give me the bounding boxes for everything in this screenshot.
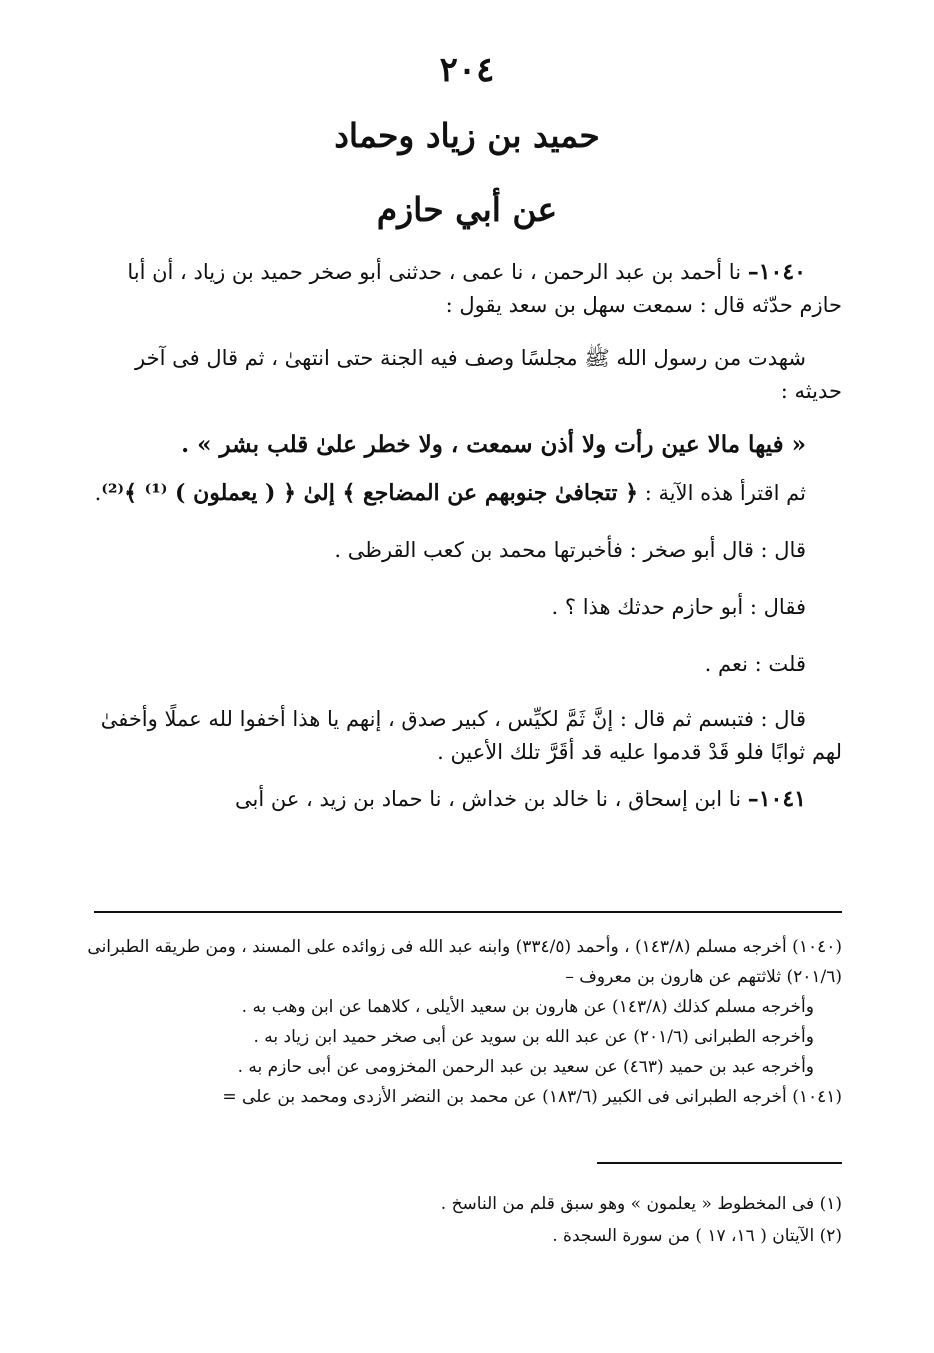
footnote-divider-short — [597, 1162, 842, 1164]
hadith-number: ١٠٤٠– — [747, 259, 806, 285]
footnote-divider — [94, 911, 842, 913]
page-number: ٢٠٤ — [439, 50, 495, 90]
footnote: (٢) الآيتان ( ١٦، ١٧ ) من سورة السجدة . — [552, 1226, 842, 1246]
takhrij-note: وأخرجه الطبرانى (٢٠١/٦) عن عبد الله بن سويد عن أبى صخر حميد ابن زياد به . — [253, 1027, 814, 1047]
isnad-text: نا أحمد بن عبد الرحمن ، نا عمى ، حدثنى أبو صخر حميد بن زياد ، أن أبا حازم حدّثه قال : سمعت سهل بن سعد يقول : — [127, 260, 842, 317]
quran-verse: ﴿ تتجافىٰ جنوبهم عن المضاجع ﴾ إلىٰ ﴿ ( يعملون ) ⁽¹⁾ ﴾⁽²⁾ — [101, 480, 639, 506]
hadith-number: ١٠٤١– — [747, 786, 806, 812]
verse-suffix: . — [94, 481, 102, 505]
takhrij-note: وأخرجه مسلم كذلك (١٤٣/٨) عن هارون بن سعيد الأيلى ، كلاهما عن ابن وهب به . — [241, 997, 814, 1017]
hadith-1041-isnad — [92, 783, 842, 816]
dialogue-line-1: قال : قال أبو صخر : فأخبرتها محمد بن كعب القرظى . — [334, 538, 806, 562]
hadith-1040-verse-line — [92, 477, 842, 510]
takhrij-note: (١٠٤١) أخرجه الطبرانى فى الكبير (١٨٣/٦) عن محمد بن النضر الأزدى ومحمد بن على = — [222, 1087, 842, 1107]
hadith-1040-quote: « فيها مالا عين رأت ولا أذن سمعت ، ولا خطر علىٰ قلب بشر » . — [181, 431, 806, 458]
section-subtitle: عن أبي حازم — [376, 190, 558, 229]
takhrij-notes — [82, 932, 842, 1112]
dialogue-line-2: فقال : أبو حازم حدثك هذا ؟ . — [551, 595, 806, 619]
dialogue-line-4: قال : فتبسم ثم قال : إنَّ ثَمَّ لكيِّس ، كبير صدق ، إنهم يا هذا أخفوا لله عملًا وأخفىٰ لهم ثوابًا فلو قَدْ قدموا عليه قد أقَرَّ تلك الأعين . — [100, 707, 842, 764]
dialogue-line-3: قلت : نعم . — [704, 652, 806, 676]
hadith-1040-text: شهدت من رسول الله ﷺ مجلسًا وصف فيه الجنة حتى انتهىٰ ، ثم قال فى آخر حديثه : — [135, 346, 842, 403]
section-title: حميد بن زياد وحماد — [334, 116, 600, 155]
main-text — [92, 256, 842, 816]
takhrij-note: (١٠٤٠) أخرجه مسلم (١٤٣/٨) ، وأحمد (٣٣٤/٥) وابنه عبد الله فى زوائده على المسند ، ومن طريقه الطبرانى (٢٠١/٦) ثلاثتهم عن هارون بن معروف – — [87, 937, 842, 987]
footnotes — [82, 1188, 842, 1252]
footnote: (١) فى المخطوط « يعلمون » وهو سبق قلم من الناسخ . — [440, 1194, 842, 1214]
isnad-text: نا ابن إسحاق ، نا خالد بن خداش ، نا حماد بن زيد ، عن أبى — [235, 787, 748, 811]
takhrij-note: وأخرجه عبد بن حميد (٤٦٣) عن سعيد بن عبد الرحمن المخزومى عن أبى حازم به . — [237, 1057, 814, 1077]
hadith-1040-isnad — [92, 256, 842, 322]
verse-prefix: ثم اقترأ هذه الآية : — [638, 481, 806, 505]
